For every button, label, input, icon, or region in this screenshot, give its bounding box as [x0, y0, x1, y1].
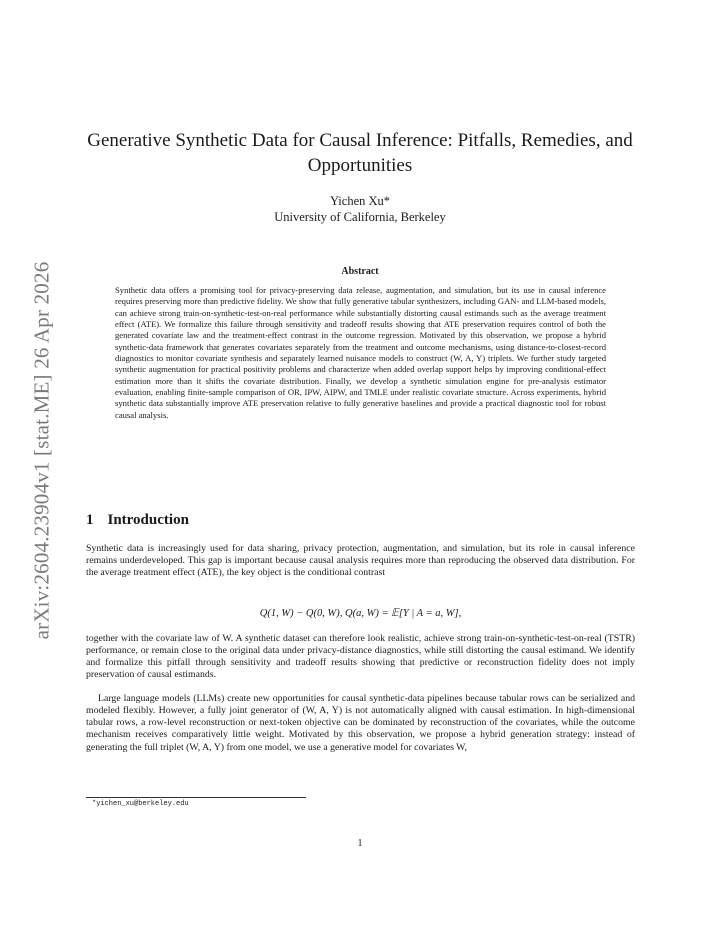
paper-title: Generative Synthetic Data for Causal Inference: Pitfalls, Remedies, and Opportunities	[87, 130, 633, 176]
abstract-text: Synthetic data offers a promising tool for privacy-preserving data release, augmentation, and simulation, but its use in causal inference requires preserving more than predictive fidelity. We show that fully generative tabular synthesizers, including GAN- and LLM-based models, can achieve strong train-on-synthetic-test-on-real performance while substantially distorting causal estimands such as the average treatment effect (ATE). We formalize this failure through sensitivity and tradeoff results showing that ATE preservation requires control of both the generated covariate law and the treatment-effect contrast in the outcome regression. Motivated by this observation, we propose a hybrid synthetic-data framework that generates covariates separately from the treatment and outcome mechanisms, using distance-to-closest-record diagnostics to monitor covariate synthesis and separately learned nuisance models to construct (W, A, Y) triplets. We further study targeted synthetic augmentation for practical positivity problems and characterize when added overlap support helps by improving conditional-effect estimation more than it shifts the covariate distribution. Finally, we develop a synthetic simulation engine for pre-analysis estimator evaluation, enabling finite-sample comparison of OR, IPW, AIPW, and TMLE under realistic covariate structure. Across experiments, hybrid synthetic data substantially improve ATE preservation relative to fully generative baselines and provide a practical diagnostic tool for robust causal analysis.	[115, 285, 606, 420]
section-number: 1	[86, 512, 94, 528]
footnote-rule	[86, 797, 306, 798]
display-equation: Q(1, W) − Q(0, W), Q(a, W) = 𝔼[Y | A = a, W],	[259, 608, 462, 619]
abstract-heading: Abstract	[341, 266, 379, 277]
footnote-email: *yichen_xu@berkeley.edu	[92, 800, 189, 808]
section-title: Introduction	[107, 512, 189, 528]
author-name: Yichen Xu*	[329, 194, 391, 208]
arxiv-identifier-text: arXiv:2604.23904v1 [stat.ME] 26 Apr 2026	[29, 261, 54, 639]
section-heading	[86, 512, 189, 529]
intro-paragraph-3: Large language models (LLMs) create new opportunities for causal synthetic-data pipelines because tabular rows can be serialized and modeled flexibly. However, a fully joint generator of (W, A, Y) is not automatically aligned with causal estimation. In high-dimensional tabular rows, a row-level reconstruction or next-token objective can be dominated by reconstruction of the covariates, while the outcome mechanism receives comparatively little weight. Motivated by this observation, we propose a hybrid generation strategy: instead of generating the full triplet (W, A, Y) from one model, we use a generative model for covariates W,	[86, 693, 635, 753]
intro-paragraph-2: together with the covariate law of W. A synthetic dataset can therefore look realistic, achieve strong train-on-synthetic-test-on-real (TSTR) performance, or remain close to the original data under privacy-distance diagnostics, while still distorting the causal estimand. We identify and formalize this pitfall through sensitivity and tradeoff results showing that predictive or reconstruction fidelity does not imply preservation of causal estimands.	[86, 633, 635, 681]
intro-paragraph-1: Synthetic data is increasingly used for data sharing, privacy protection, augmentation, and simulation, but its role in causal inference remains underdeveloped. This gap is important because causal analysis requires more than reproducing the observed data distribution. For the average treatment effect (ATE), the key object is the conditional contrast	[86, 543, 635, 579]
page-number: 1	[357, 838, 363, 849]
author-affiliation: University of California, Berkeley	[274, 210, 446, 224]
arxiv-identifier-sidebar	[22, 250, 62, 650]
